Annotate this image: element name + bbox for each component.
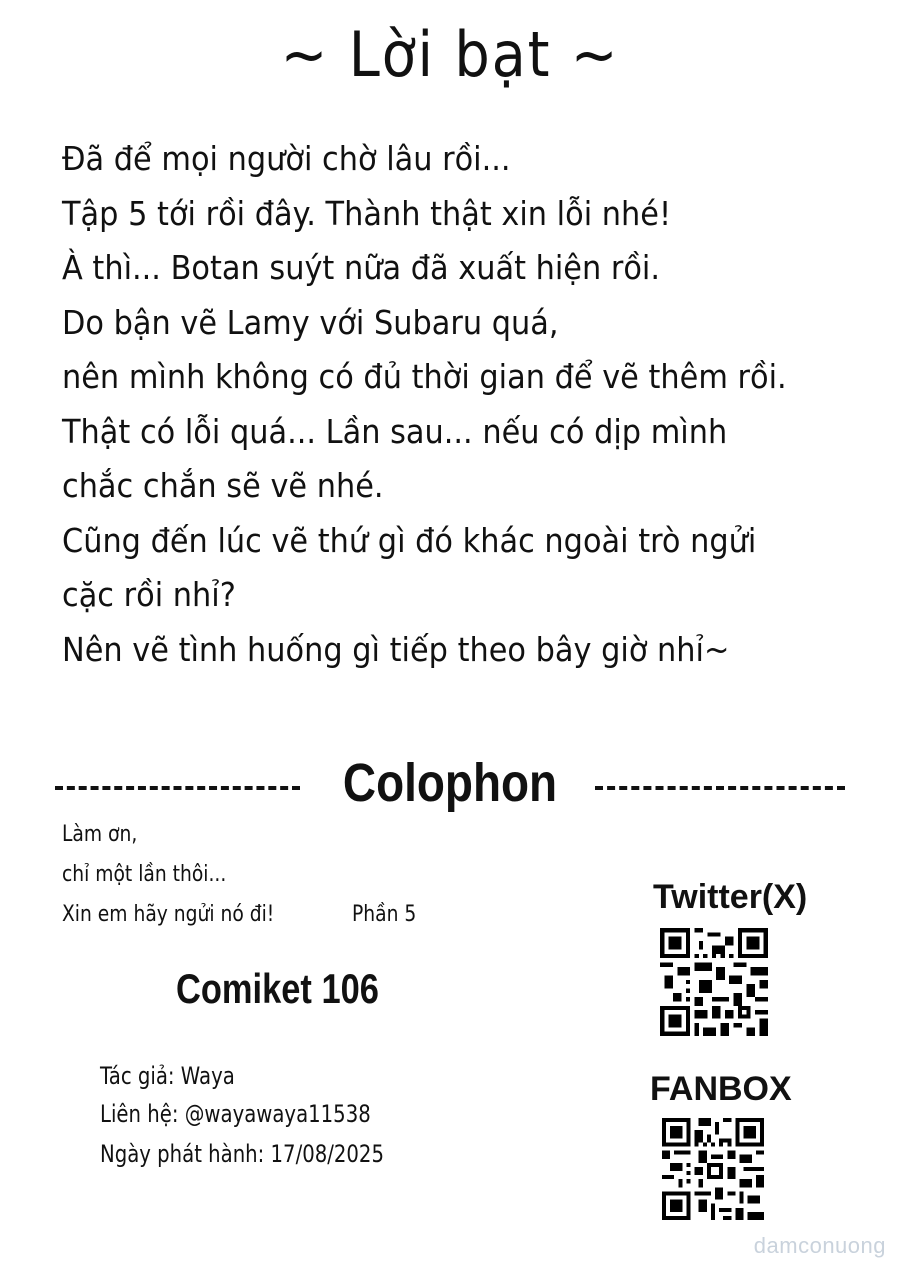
book-title-line: Làm ơn, xyxy=(62,822,138,847)
watermark: damconuong xyxy=(753,1233,886,1258)
qr-code-icon[interactable] xyxy=(660,928,768,1036)
book-title-line: chỉ một lần thôi... xyxy=(62,862,227,887)
contact-credit: Liên hệ: @wayawaya11538 xyxy=(100,1100,371,1128)
afterword-line: Thật có lỗi quá... Lần sau... nếu có dịp mình xyxy=(62,411,728,451)
page-title: ~ Lời bạt ~ xyxy=(280,18,620,91)
colophon-heading: Colophon xyxy=(342,753,558,813)
divider xyxy=(55,786,300,790)
fanbox-qr xyxy=(662,1118,764,1220)
release-date: Ngày phát hành: 17/08/2025 xyxy=(100,1140,384,1168)
afterword-line: Đã để mọi người chờ lâu rồi... xyxy=(62,139,511,178)
author-credit: Tác giả: Waya xyxy=(100,1062,235,1090)
afterword-line: À thì... Botan suýt nữa đã xuất hiện rồi. xyxy=(62,248,661,287)
twitter-label: Twitter(X) xyxy=(653,878,808,916)
fanbox-label: FANBOX xyxy=(650,1070,792,1108)
qr-code-icon[interactable] xyxy=(662,1118,764,1220)
event-name: Comiket 106 xyxy=(176,965,379,1012)
book-title-line: Xin em hãy ngửi nó đi! xyxy=(62,902,275,927)
divider xyxy=(595,786,845,790)
afterword-line: Tập 5 tới rồi đây. Thành thật xin lỗi nhé! xyxy=(62,193,672,233)
afterword-text xyxy=(62,132,882,677)
colophon-header xyxy=(55,752,845,822)
afterword-line: chắc chắn sẽ vẽ nhé. xyxy=(62,466,384,505)
twitter-qr xyxy=(660,928,768,1036)
afterword-line: Nên vẽ tình huống gì tiếp theo bây giờ nhỉ~ xyxy=(62,629,730,669)
afterword-line: Cũng đến lúc vẽ thứ gì đó khác ngoài trò ngửi xyxy=(62,520,757,560)
afterword-line: Do bận vẽ Lamy với Subaru quá, xyxy=(62,302,559,342)
part-label: Phần 5 xyxy=(352,902,417,927)
afterword-line: cặc rồi nhỉ? xyxy=(62,575,236,614)
afterword-line: nên mình không có đủ thời gian để vẽ thêm rồi. xyxy=(62,357,787,396)
